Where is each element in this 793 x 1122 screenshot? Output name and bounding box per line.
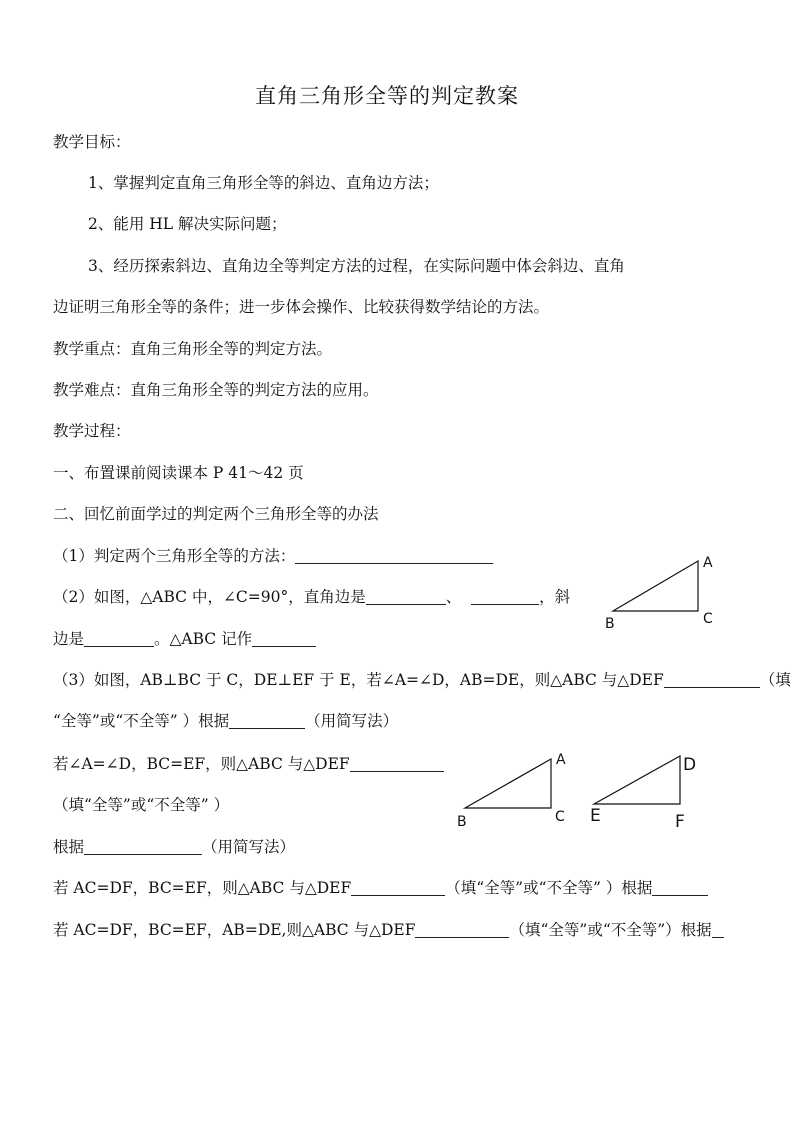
vertex-label-b: B [457,814,467,830]
answer-blank [252,630,316,647]
vertex-label-d: D [683,755,697,775]
answer-blank [366,588,446,605]
vertex-label-f: F [675,812,685,832]
question-4-text: 若∠A=∠D，BC=EF，则△ABC 与△DEF [53,755,350,773]
question-6-text-b: （填“全等”或“不全等”）根据 [509,921,712,939]
question-3-text-d: （用简写法） [305,712,399,730]
question-2 [53,587,570,607]
question-6-text: 若 AC=DF，BC=EF，AB=DE,则△ABC 与△DEF [53,921,416,939]
triangle-figure-abc-2 [455,748,585,833]
question-4 [53,754,444,774]
goal-2: 2、能用 HL 解决实际问题； [88,215,287,233]
vertex-label-b: B [605,616,615,632]
question-2-text-c: 边是 [53,630,85,648]
triangle-figure-def [590,750,710,835]
question-2-text-d: 。△ABC 记作 [154,630,253,648]
question-3 [53,670,791,690]
question-3-cont [53,711,398,731]
triangle-shape [465,759,551,808]
answer-blank [84,838,202,855]
answer-blank [295,547,493,564]
question-3-text-c: “全等”或“不全等” ）根据 [53,712,230,730]
vertex-label-e: E [590,806,601,826]
triangle-shape [613,561,698,611]
goal-3-line-1: 3、经历探索斜边、直角边全等判定方法的过程，在实际问题中体会斜边、直角 [88,257,625,275]
answer-blank [652,879,708,896]
step-2: 二、回忆前面学过的判定两个三角形全等的办法 [53,505,379,523]
question-5-text-b: （填“全等”或“不全等” ）根据 [445,879,653,897]
question-2-text-b: ，斜 [539,588,571,606]
question-4-text-c: 根据 [53,838,85,856]
answer-blank [664,671,760,688]
goals-heading: 教学目标： [53,133,131,151]
question-6 [53,920,724,940]
separator: 、 [445,588,462,606]
answer-blank [84,630,154,647]
page-title: 直角三角形全等的判定教案 [255,84,519,108]
question-2-cont [53,629,316,649]
key-point: 教学重点：直角三角形全等的判定方法。 [53,340,333,358]
question-4-cont [53,837,295,857]
question-1-text: （1）判定两个三角形全等的方法： [53,547,296,565]
step-1: 一、布置课前阅读课本 P 41～42 页 [53,464,304,482]
answer-blank [350,755,444,772]
vertex-label-c: C [703,611,713,627]
question-4-text-d: （用简写法） [202,838,296,856]
vertex-label-c: C [555,809,565,825]
goal-1: 1、掌握判定直角三角形全等的斜边、直角边方法； [88,174,439,192]
vertex-label-a: A [703,555,713,571]
process-heading: 教学过程： [53,422,131,440]
question-3-text-b: （填 [759,671,791,689]
question-3-text: （3）如图，AB⊥BC 于 C，DE⊥EF 于 E，若∠A=∠D，AB=DE，则△ABC 与△DEF [53,671,664,689]
question-1 [53,546,493,566]
difficulty: 教学难点：直角三角形全等的判定方法的应用。 [53,381,379,399]
vertex-label-a: A [556,752,566,768]
question-5 [53,878,708,898]
question-2-text: （2）如图，△ABC 中，∠C=90°，直角边是 [53,588,366,606]
answer-blank [415,921,509,938]
question-4-note: （填“全等”或“不全等” ） [53,796,230,814]
goal-3-line-2: 边证明三角形全等的条件；进一步体会操作、比较获得数学结论的方法。 [53,298,550,316]
answer-blank [351,879,445,896]
triangle-figure-abc-1 [600,552,730,632]
answer-blank [229,712,305,729]
question-5-text: 若 AC=DF，BC=EF，则△ABC 与△DEF [53,879,352,897]
answer-blank [471,588,539,605]
answer-blank [712,921,724,938]
triangle-shape [594,756,680,804]
